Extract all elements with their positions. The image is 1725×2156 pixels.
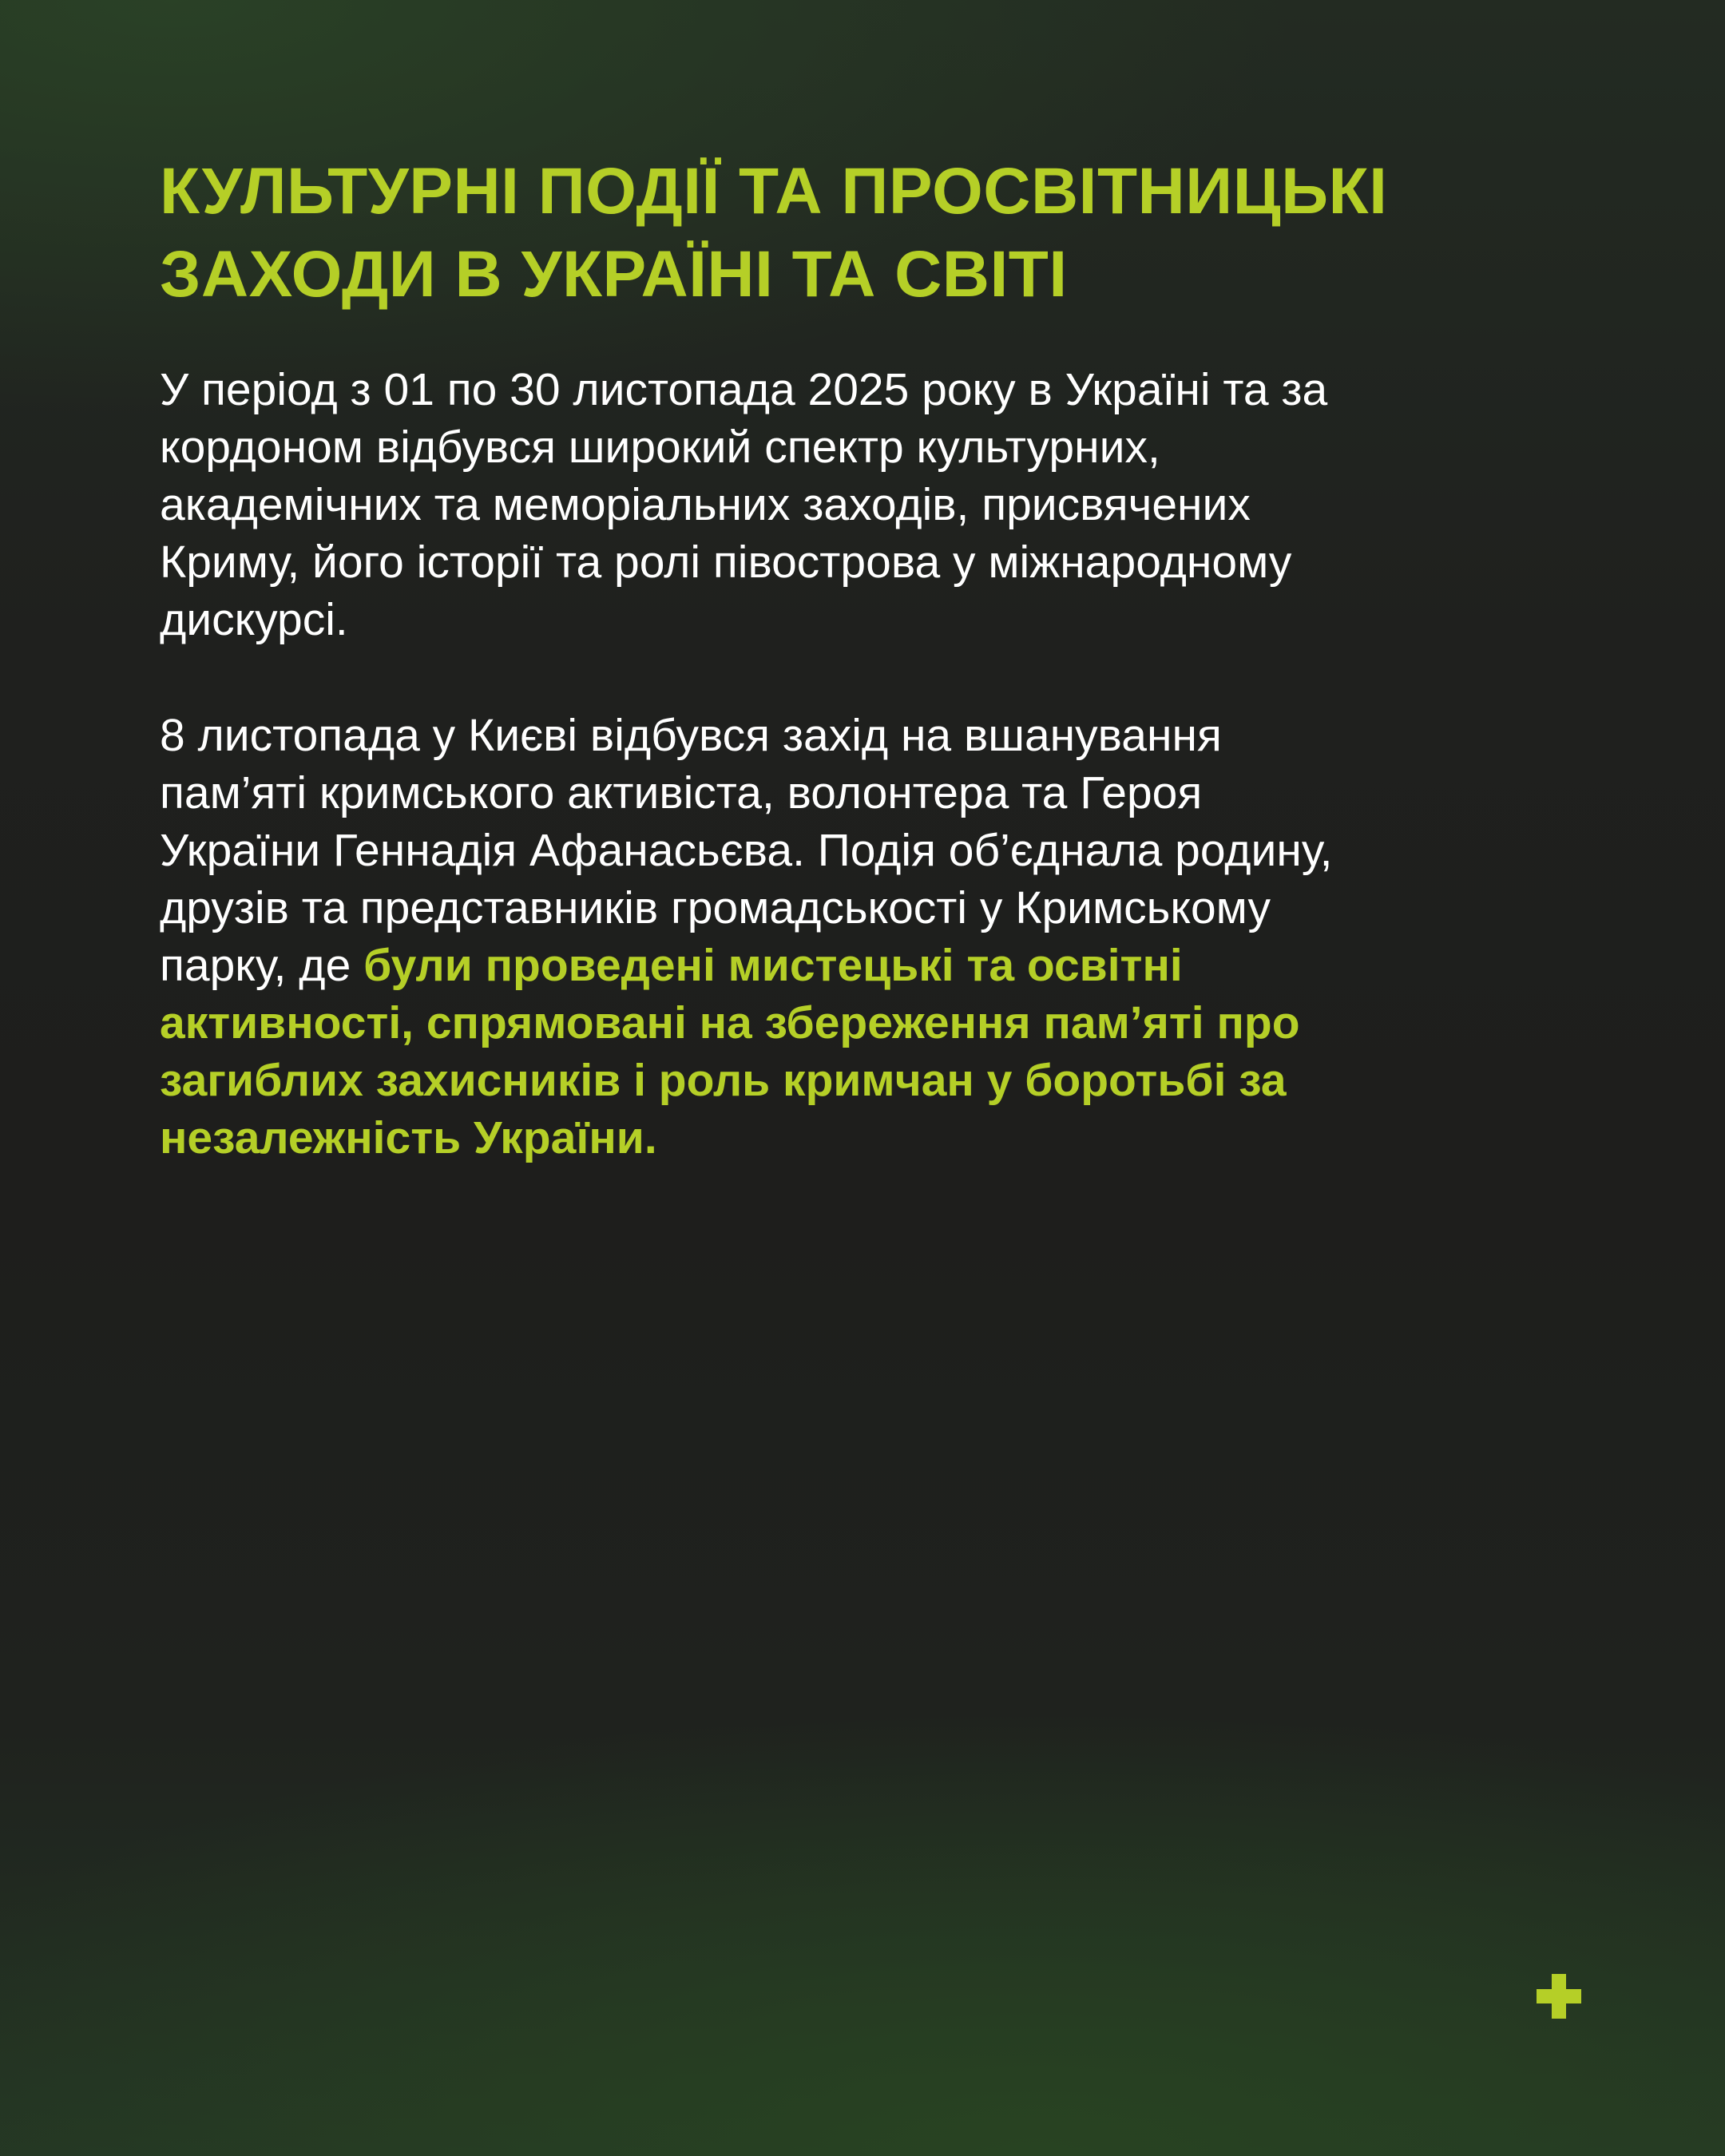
event-line-5-text: парку, де <box>160 940 364 991</box>
intro-paragraph <box>160 361 1597 648</box>
highlight-line-1: активності, спрямовані на збереження пам’яті про <box>160 997 1300 1048</box>
intro-line-5: дискурсі. <box>160 594 348 645</box>
event-line-3: України Геннадія Афанасьєва. Подія об’єднала родину, <box>160 825 1333 876</box>
event-line-4: друзів та представників громадськості у Кримському <box>160 882 1271 933</box>
page-title <box>160 150 1581 316</box>
plus-icon-vertical-bar <box>1552 1974 1566 2019</box>
intro-line-4: Криму, його історії та ролі півострова у міжнародному <box>160 537 1292 588</box>
highlight-line-3: незалежність України. <box>160 1112 657 1163</box>
event-line-2: пам’яті кримського активіста, волонтера та Героя <box>160 767 1203 818</box>
intro-line-3: академічних та меморіальних заходів, присвячених <box>160 479 1251 530</box>
plus-icon <box>1537 1974 1581 2019</box>
title-line-1: КУЛЬТУРНІ ПОДІЇ ТА ПРОСВІТНИЦЬКІ <box>160 155 1388 228</box>
event-line-5 <box>160 937 1597 994</box>
highlight-line-2: загиблих захисників і роль кримчан у боротьбі за <box>160 1055 1287 1106</box>
intro-line-1: У період з 01 по 30 листопада 2025 року в Україні та за <box>160 364 1328 415</box>
intro-line-2: кордоном відбувся широкий спектр культурних, <box>160 422 1160 473</box>
title-line-2: ЗАХОДИ В УКРАЇНІ ТА СВІТІ <box>160 238 1068 311</box>
event-line-1: 8 листопада у Києві відбувся захід на вшанування <box>160 710 1222 761</box>
event-paragraph <box>160 707 1597 1167</box>
highlight-text-start: були проведені мистецькі та освітні <box>363 940 1183 991</box>
